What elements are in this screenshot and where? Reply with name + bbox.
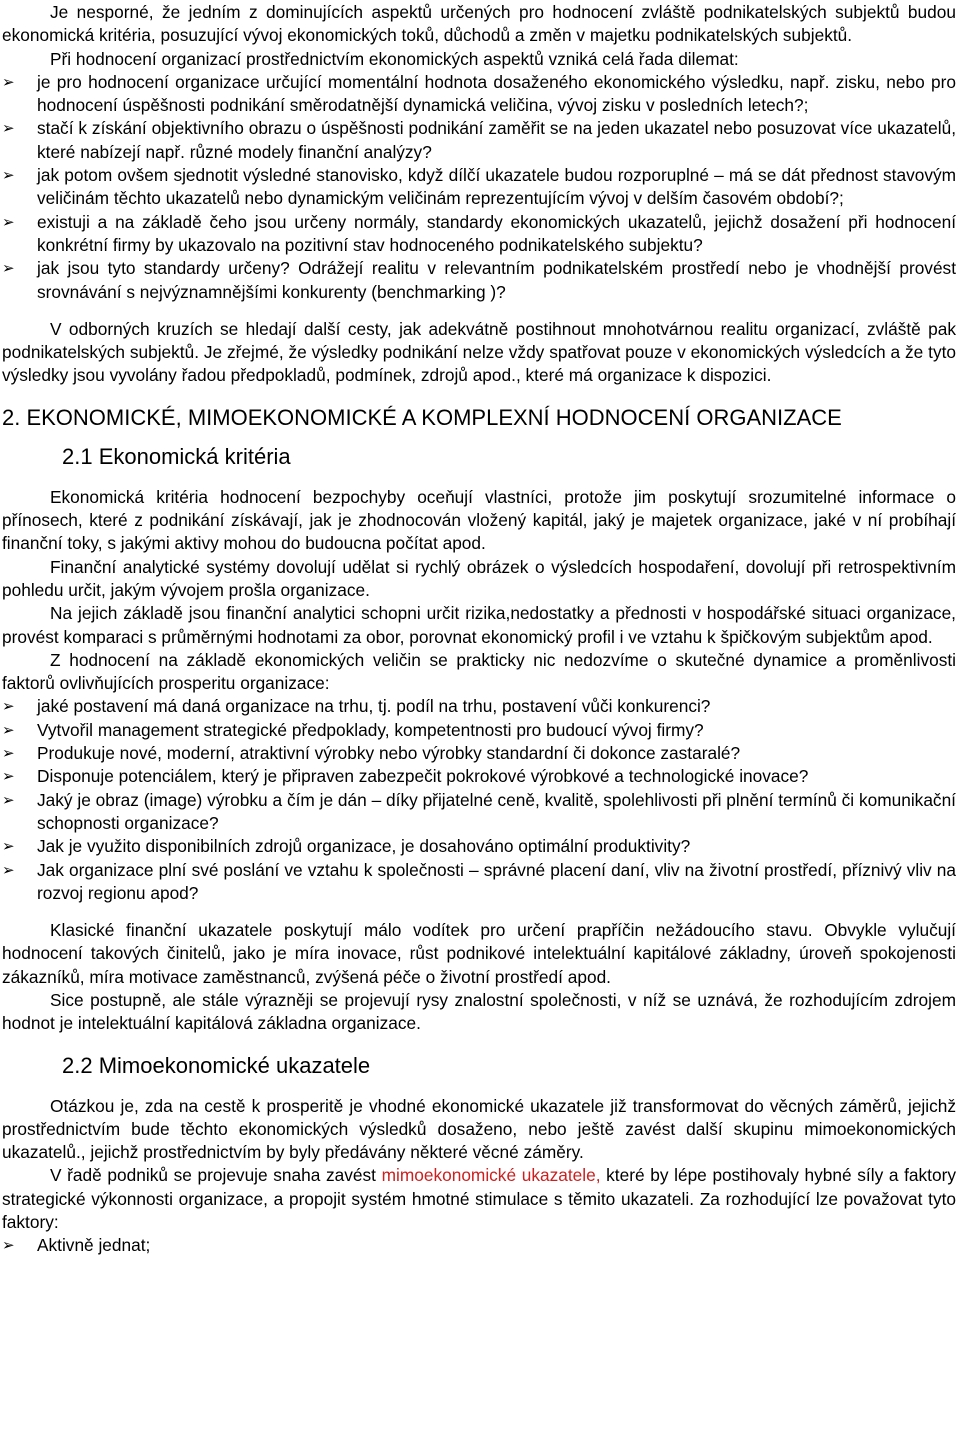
list-item: ➢ Jaký je obraz (image) výrobku a čím je dán – díky přijatelné ceně, kvalitě, spolehlivosti při plnění termínů či komunikační schopnosti organizace? (2, 789, 956, 833)
paragraph-dilemmas-lead: Při hodnocení organizací prostřednictvím ekonomických aspektů vzniká celá řada dilemat: (50, 48, 739, 69)
paragraph-classic-indicators: Klasické finanční ukazatele poskytují málo vodítek pro určení prapříčin nežádoucího stavu. Obvykle vylučují hodnocení takových činitelů, jako je míra inovace, růst podnikové intelektuální kapitálové základny, úroveň spokojenosti zákazníků, míra motivace zaměstnanců, zvýšená péče o životní prostředí apod. (2, 920, 956, 987)
list-item: ➢ Disponuje potenciálem, který je připraven zabezpečit pokrokové výrobkové a technologické inovace? (2, 765, 956, 788)
paragraph-non-economic: V řadě podniků se projevuje snaha zavést mimoekonomické ukazatele, které by lépe postihovaly hybné síly a faktory strategické výkonnosti organizace, a propojit systém hmotné stimulace s těmito ukazateli. Za rozhodující lze považovat tyto faktory: (2, 1165, 956, 1233)
subsection-heading-2-2: 2.2 Mimoekonomické ukazatele (62, 1052, 371, 1078)
paragraph-financial-systems: Finanční analytické systémy dovolují udělat si rychlý obrázek o výsledcích hospodaření, dovolují při retrospektivním pohledu určit, jakým vývojem prošla organizace. (2, 556, 956, 600)
list-item: ➢ Produkuje nové, moderní, atraktivní výrobky nebo výrobky standardní či dokonce zastaralé? (2, 742, 956, 765)
arrow-bullet-icon: ➢ (2, 861, 15, 879)
dilemma-list (2, 71, 956, 304)
list-item: ➢ Vytvořil management strategické předpoklady, kompetentnosti pro budoucí vývoj firmy? (2, 719, 956, 742)
paragraph-knowledge-society: Sice postupně, ale stále výrazněji se projevují rysy znalostní společnosti, v níž se uznává, že rozhodujícím zdrojem hodnot je intelektuální kapitálová základna organizace. (2, 989, 956, 1034)
section-heading-2: 2. EKONOMICKÉ, MIMOEKONOMICKÉ A KOMPLEXNÍ HODNOCENÍ ORGANIZACE (2, 404, 842, 430)
list-item: ➢ jaké postavení má daná organizace na trhu, tj. podíl na trhu, postavení vůči konkurenci? (2, 695, 956, 718)
arrow-bullet-icon: ➢ (2, 260, 15, 278)
paragraph-transform-question: Otázkou je, zda na cestě k prosperitě je vhodné ekonomické ukazatele již transformovat do věcných záměrů, jejichž prostřednictvím bude těchto ekonomických výsledků dosaženo, nebo ještě zavést další skupinu mimoekonomických ukazatelů., jejichž prostřednictvím by byly předávány některé věcné záměry. (2, 1095, 956, 1163)
list-item: ➢ Jak je využito disponibilních zdrojů organizace, je dosahováno optimální produktivity? (2, 835, 956, 858)
arrow-bullet-icon: ➢ (2, 791, 15, 809)
arrow-bullet-icon: ➢ (2, 698, 15, 716)
arrow-bullet-icon: ➢ (2, 768, 15, 786)
list-item: ➢ je pro hodnocení organizace určující momentální hodnota dosaženého ekonomického výsledku, např. zisku, nebo pro hodnocení úspěšnosti podnikání směrodatnější dynamická veličina, vývoj zisku v posledních letech?; (2, 71, 956, 116)
highlighted-term: mimoekonomické ukazatele, (381, 1165, 601, 1186)
key-factors-list (2, 1234, 956, 1257)
list-item: ➢ Aktivně jednat; (2, 1234, 956, 1257)
arrow-bullet-icon: ➢ (2, 838, 15, 856)
arrow-bullet-icon: ➢ (2, 721, 15, 739)
arrow-bullet-icon: ➢ (2, 213, 15, 231)
list-item: ➢ jak jsou tyto standardy určeny? Odrážejí realitu v relevantním podnikatelském prostředí nebo je vhodnější provést srovnávání s nejvýznamnějšími konkurenty (benchmarking )? (2, 258, 956, 302)
paragraph-other-paths: V odborných kruzích se hledají další cesty, jak adekvátně postihnout mnohotvárnou realitu organizací, zvláště pak podnikatelských subjektů. Je zřejmé, že výsledky podnikání nelze vždy spatřovat pouze v ekonomických výsledcích a že tyto výsledky jsou vyvolány řadou předpokladů, podmínek, zdrojů apod., které má organizace k dispozici. (2, 318, 956, 386)
paragraph-analysts: Na jejich základě jsou finanční analytici schopni určit rizika,nedostatky a přednosti v hospodářské situaci organizace, provést komparaci s průměrnými hodnotami za obor, porovnat ekonomický profil i ve vztahu k špičkovým subjektům apod. (2, 603, 956, 647)
list-item: ➢ stačí k získání objektivního obrazu o úspěšnosti podnikání zaměřit se na jeden ukazatel nebo posuzovat více ukazatelů, které nabízejí např. různé modely finanční analýzy? (2, 118, 956, 162)
arrow-bullet-icon: ➢ (2, 167, 15, 185)
list-item: ➢ existuji a na základě čeho jsou určeny normály, standardy ekonomických ukazatelů, jejichž dosažení při hodnocení konkrétní firmy by ukazovalo na pozitivní stav hodnoceného podnikatelského subjektu? (2, 211, 956, 255)
arrow-bullet-icon: ➢ (2, 1237, 15, 1255)
arrow-bullet-icon: ➢ (2, 73, 15, 91)
list-item: ➢ Jak organizace plní své poslání ve vztahu k společnosti – správné placení daní, vliv na životní prostředí, příznivý vliv na rozvoj regionu apod? (2, 859, 956, 903)
list-item: ➢ jak potom ovšem sjednotit výsledné stanovisko, když dílčí ukazatele budou rozporuplné – má se dát přednost stavovým veličinám těchto ukazatelů nebo dynamickým veličinám reprezentujícím vývoj v delším časovém období?; (2, 165, 956, 209)
arrow-bullet-icon: ➢ (2, 120, 15, 138)
paragraph-intro: Je nesporné, že jedním z dominujících aspektů určených pro hodnocení zvláště podnikatelských subjektů budou ekonomická kritéria, posuzující vývoj ekonomických toků, důchodů a změn v majetku podnikatelských subjektů. (2, 2, 956, 46)
paragraph-economic-criteria: Ekonomická kritéria hodnocení bezpochyby oceňují vlastníci, protože jim poskytují srozumitelné informace o přínosech, které z podnikání získávají, jak je zhodnocován vložený kapitál, jaký je majetek organizace, jaké v ní probíhají finanční toky, s jakými aktivy mohou do budoucna počítat apod. (2, 486, 956, 554)
arrow-bullet-icon: ➢ (2, 745, 15, 763)
factors-list (2, 695, 956, 905)
paragraph-dynamics-lead: Z hodnocení na základě ekonomických veličin se prakticky nic nedozvíme o skutečné dynamice a proměnlivosti faktorů ovlivňujících prosperitu organizace: (2, 649, 956, 694)
subsection-heading-2-1: 2.1 Ekonomická kritéria (62, 443, 291, 469)
